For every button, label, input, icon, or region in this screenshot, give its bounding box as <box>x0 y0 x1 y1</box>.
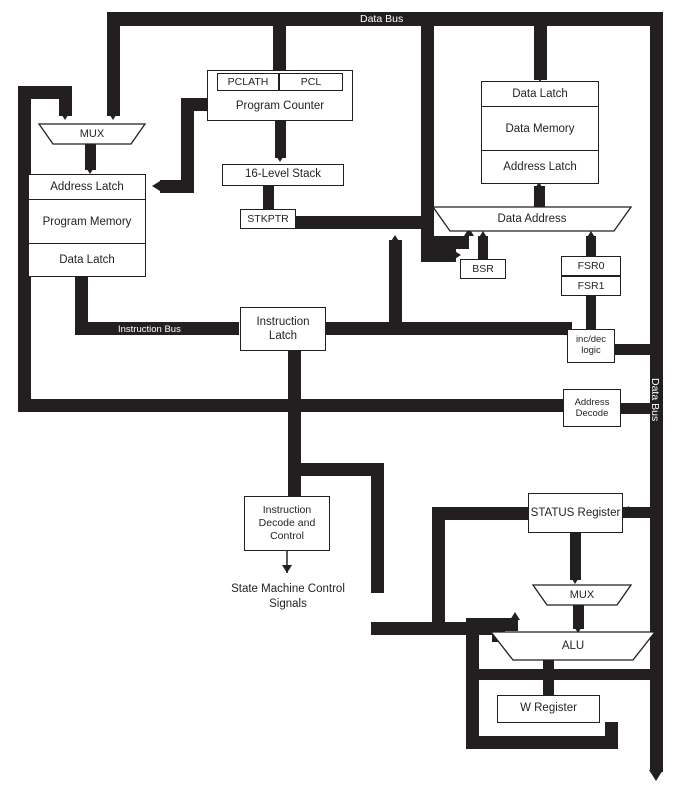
arrow-mux-left-input <box>60 112 70 120</box>
address-decode-label: Address Decode <box>574 396 610 419</box>
arrow-fsr-to-data-address <box>586 231 596 239</box>
address-decode <box>563 389 621 427</box>
program-memory-label: Program Memory <box>42 215 132 228</box>
pclath-label: PCLATH <box>227 75 269 88</box>
program-memory <box>28 200 146 244</box>
arrow-pc-to-stack <box>275 154 285 162</box>
alu <box>490 631 656 661</box>
fsr-to-data-address <box>586 236 596 257</box>
data-bus-top-label: Data Bus <box>360 13 404 25</box>
fsr0-label: FSR0 <box>577 259 605 272</box>
stkptr-register <box>240 209 296 229</box>
fsr-to-incdec <box>586 296 596 330</box>
status-register-label: STATUS Register <box>530 506 621 519</box>
inc-dec-logic <box>567 329 615 363</box>
status-left-feed-horizontal <box>432 507 532 520</box>
arrow-instruction-bus <box>231 323 239 333</box>
program-memory-group <box>28 174 146 277</box>
data-bus-branch-to-data-address <box>421 236 469 249</box>
instruction-decode-control-label: Instruction Decode and Control <box>258 503 316 543</box>
w-register-feedback-bottom <box>466 736 618 749</box>
pc-to-address-latch-horizontal <box>160 180 194 193</box>
status-left-feed-vertical <box>432 507 445 635</box>
decode-branch-vertical <box>371 463 384 593</box>
fsr1-register <box>561 276 621 296</box>
stkptr-right-wire <box>296 216 428 229</box>
stack-16-level <box>222 164 344 186</box>
w-register-feedback-right-vertical <box>605 722 618 749</box>
arrow-data-bus-bottom <box>649 770 663 781</box>
arrow-mux-to-address-latch <box>85 166 95 174</box>
bsr-label: BSR <box>472 262 494 275</box>
data-address-label: Data Address <box>497 213 567 225</box>
instruction-decode-control <box>244 496 330 551</box>
address-latch-memory-label: Address Latch <box>503 161 577 173</box>
mux-top <box>38 123 146 145</box>
data-memory-label: Data Memory <box>505 122 575 135</box>
mux-alu <box>532 584 632 606</box>
arrow-w-feedback-to-alu <box>510 612 520 620</box>
address-latch-memory <box>481 151 599 184</box>
instruction-latch-label-1: Instruction Latch <box>256 315 310 342</box>
inc-dec-logic-label: inc/dec logic <box>575 334 607 356</box>
data-address-mux <box>432 206 632 232</box>
data-bus-branch-to-mux <box>107 12 120 116</box>
fsr0-register <box>561 256 621 276</box>
arrow-bsr-to-data-address <box>478 231 488 239</box>
program-counter-label: Program Counter <box>235 99 325 112</box>
address-latch-program <box>28 174 146 200</box>
stack-label: 16-Level Stack <box>244 168 322 181</box>
mux-top-label: MUX <box>79 128 105 140</box>
pc-to-stack <box>275 120 286 158</box>
data-memory <box>481 107 599 151</box>
pcl-register <box>279 73 343 91</box>
stkptr-label: STKPTR <box>247 212 289 225</box>
data-bus-branch-to-data-memory <box>534 12 547 80</box>
pclath-register <box>217 73 279 91</box>
instruction-latch-right-vertical <box>389 240 402 335</box>
decode-branch-horizontal <box>288 463 384 476</box>
address-latch-program-label: Address Latch <box>50 181 124 193</box>
status-register <box>528 493 623 533</box>
data-bus-right-label: Data Bus <box>649 378 661 422</box>
arrow-stkptr-input <box>297 217 305 227</box>
arrow-pc-to-address-latch <box>152 181 160 191</box>
data-latch-program <box>28 244 146 277</box>
bsr-to-data-address <box>478 236 488 260</box>
arrow-to-mux <box>108 112 118 120</box>
arrow-instr-to-data-address <box>390 235 400 243</box>
instruction-latch <box>240 307 326 351</box>
data-bus-branch-to-pc <box>273 12 286 70</box>
w-register-feedback-left-vertical <box>466 618 479 742</box>
data-latch-memory-label: Data Latch <box>512 88 568 100</box>
bsr-feed-horizontal <box>421 249 456 262</box>
incdec-to-data-bus <box>614 344 658 355</box>
data-memory-group <box>481 81 599 184</box>
fsr1-label: FSR1 <box>577 279 605 292</box>
arrow-status-to-mux <box>570 576 580 584</box>
arrow-state-machine <box>282 565 292 573</box>
w-register <box>497 695 600 723</box>
alu-to-data-bus <box>470 669 658 680</box>
alu-label: ALU <box>561 640 585 652</box>
data-latch-memory <box>481 81 599 107</box>
pcl-label: PCL <box>300 75 322 88</box>
status-to-mux <box>570 532 581 580</box>
instruction-bus-label: Instruction Bus <box>118 324 181 335</box>
state-machine-annotation: State Machine Control Signals <box>231 583 345 610</box>
bsr-register <box>460 259 506 279</box>
data-latch-program-label: Data Latch <box>59 254 115 266</box>
w-register-label: W Register <box>520 702 577 715</box>
instruction-latch-right-wire <box>326 322 572 335</box>
mux-alu-label: MUX <box>569 589 595 601</box>
